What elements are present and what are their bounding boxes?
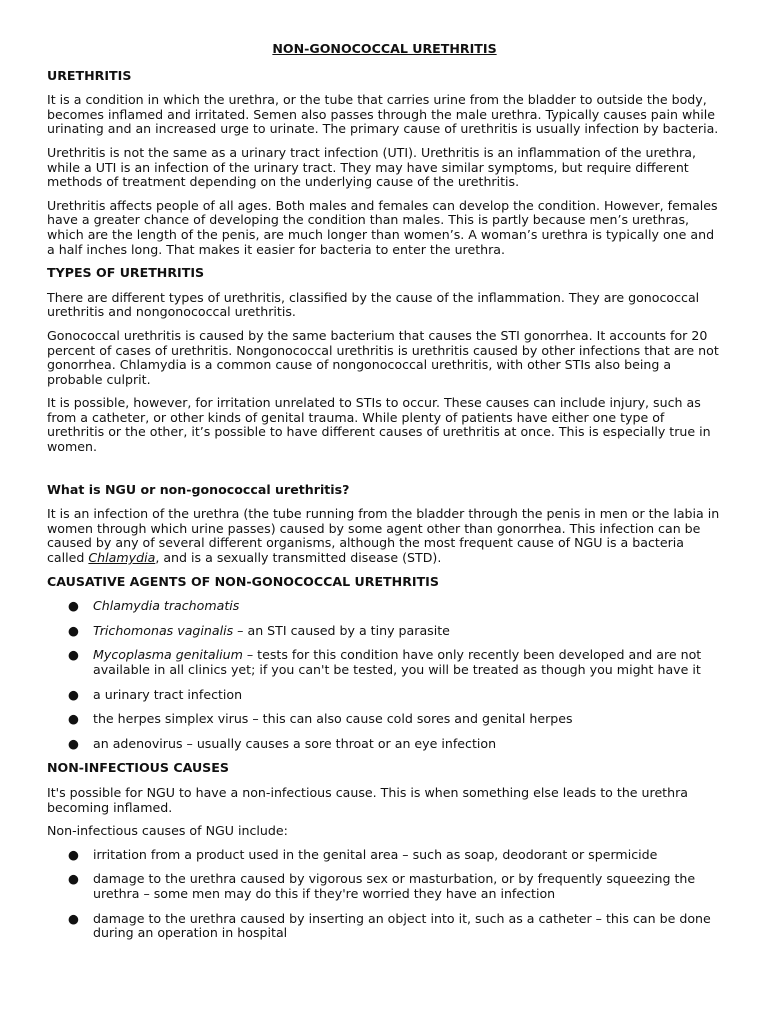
paragraph: It's possible for NGU to have a non-infectious cause. This is when something else leads to the urethra becoming inflamed. bbox=[47, 784, 689, 815]
bullet-icon: ● bbox=[68, 647, 79, 663]
paragraph-text: It is an infection of the urethra (the tube running from the bladder through the penis in men or the labia in women through which urine passes) caused by some agent other than gonorrhea. This infection can be caused by any of several different organisms, although the most frequent cause of NGU is a bacteria called bbox=[47, 506, 720, 566]
non-infectious-causes-list bbox=[47, 848, 722, 941]
paragraph: Urethritis is not the same as a urinary tract infection (UTI). Urethritis is an inflammation of the urethra, while a UTI is an infection of the urinary tract. They may have similar symptoms, but require different methods of treatment depending on the underlying cause of the urethritis. bbox=[47, 144, 696, 190]
paragraph-text: , and is a sexually transmitted disease (STD). bbox=[155, 550, 442, 566]
paragraph: Gonococcal urethritis is caused by the same bacterium that causes the STI gonorrhea. It accounts for 20 percent of cases of urethritis. Nongonococcal urethritis is urethritis caused by other infections that are not gonorrhea. Chlamydia is a common cause of nongonococcal urethritis, with other STIs also being a probable culprit. bbox=[47, 327, 719, 387]
list-item bbox=[47, 737, 722, 752]
list-item bbox=[47, 712, 722, 727]
bullet-icon: ● bbox=[68, 686, 79, 702]
paragraph bbox=[47, 507, 722, 565]
item-text: a urinary tract infection bbox=[93, 686, 243, 702]
causative-agents-list bbox=[47, 599, 722, 751]
item-text: irritation from a product used in the genital area – such as soap, deodorant or spermicide bbox=[93, 846, 658, 862]
bullet-icon: ● bbox=[68, 910, 79, 926]
list-item bbox=[47, 624, 722, 639]
item-text: damage to the urethra caused by inserting an object into it, such as a catheter – this can be done during an operation in hospital bbox=[93, 910, 711, 941]
paragraph: It is a condition in which the urethra, or the tube that carries urine from the bladder to outside the body, becomes inflamed and irritated. Semen also passes through the male urethra. Typically causes pain while urinating and an increased urge to urinate. The primary cause of urethritis is usually infection by bacteria. bbox=[47, 92, 719, 137]
bullet-icon: ● bbox=[68, 735, 79, 751]
organism-name: Trichomonas vaginalis bbox=[93, 622, 234, 638]
section-heading-types: TYPES OF URETHRITIS bbox=[47, 265, 205, 281]
list-item bbox=[47, 648, 722, 677]
bullet-icon: ● bbox=[68, 598, 79, 614]
section-heading-what-is-ngu: What is NGU or non-gonococcal urethritis? bbox=[47, 481, 350, 497]
paragraph: There are different types of urethritis, classified by the cause of the inflammation. They are gonococcal urethritis and nongonococcal urethritis. bbox=[47, 289, 700, 320]
item-text: an adenovirus – usually causes a sore throat or an eye infection bbox=[93, 735, 497, 751]
item-text: the herpes simplex virus – this can also cause cold sores and genital herpes bbox=[93, 711, 573, 727]
paragraph: Non-infectious causes of NGU include: bbox=[47, 823, 288, 839]
organism-name: Chlamydia trachomatis bbox=[93, 598, 240, 614]
bullet-icon: ● bbox=[68, 622, 79, 638]
chlamydia-link[interactable]: Chlamydia bbox=[88, 550, 156, 566]
item-text: – an STI caused by a tiny parasite bbox=[233, 622, 450, 638]
paragraph: It is possible, however, for irritation unrelated to STIs to occur. These causes can include injury, such as from a catheter, or other kinds of genital trauma. While plenty of patients have either one type of urethritis or the other, it’s possible to have different causes of urethritis at once. This is especially true in women. bbox=[47, 395, 711, 455]
list-item bbox=[47, 688, 722, 703]
list-item bbox=[47, 872, 722, 901]
paragraph: Urethritis affects people of all ages. Both males and females can develop the condition. However, females have a greater chance of developing the condition than males. This is partly because men’s urethras, which are the length of the penis, are much longer than women’s. A woman’s urethra is typically one and a half inches long. That makes it easier for bacteria to enter the urethra. bbox=[47, 197, 718, 257]
section-heading-causative-agents: CAUSATIVE AGENTS OF NON-GONOCOCCAL URETHRITIS bbox=[47, 573, 439, 589]
list-item bbox=[47, 912, 722, 941]
document-title: NON-GONOCOCCAL URETHRITIS bbox=[272, 41, 497, 56]
list-item bbox=[47, 599, 722, 614]
section-heading-urethritis: URETHRITIS bbox=[47, 67, 132, 83]
organism-name: Mycoplasma genitalium bbox=[93, 647, 243, 663]
spacer bbox=[47, 464, 722, 483]
section-heading-non-infectious: NON-INFECTIOUS CAUSES bbox=[47, 760, 229, 776]
item-text: damage to the urethra caused by vigorous sex or masturbation, or by frequently squeezing the urethra – some men may do this if they're worried they have an infection bbox=[93, 871, 696, 901]
item-text: – tests for this condition have only recently been developed and are not available in all clinics yet; if you can't be tested, you will be treated as though you might have it bbox=[93, 647, 702, 677]
list-item bbox=[47, 848, 722, 863]
bullet-icon: ● bbox=[68, 846, 79, 862]
bullet-icon: ● bbox=[68, 711, 79, 727]
bullet-icon: ● bbox=[68, 871, 79, 887]
